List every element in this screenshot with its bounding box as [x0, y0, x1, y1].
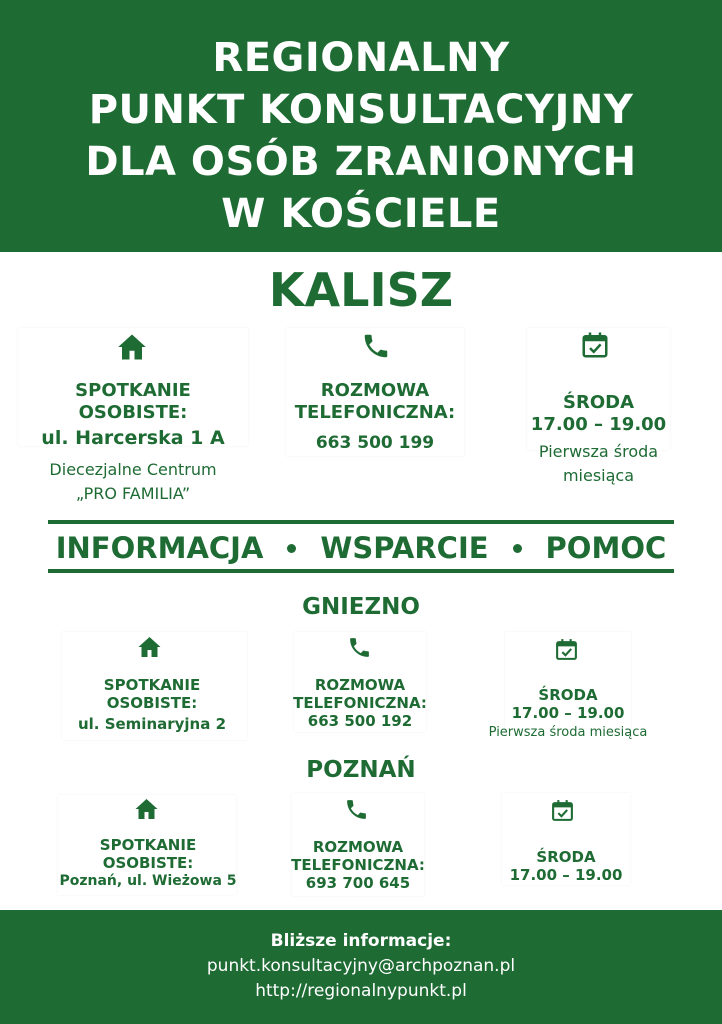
poznan-meeting-label-2: OSOBISTE: [102, 854, 194, 872]
kalisz-meeting-note-1: Diecezjalne Centrum [49, 460, 217, 479]
kalisz-phone-label-1: ROZMOWA [320, 380, 430, 401]
header-title-line-1: REGIONALNY [212, 35, 510, 81]
gniezno-meeting-label-1: SPOTKANIE [103, 676, 201, 694]
footer-banner [0, 910, 722, 1024]
home-icon [134, 797, 159, 821]
gniezno-phone-label-1: ROZMOWA [314, 676, 406, 694]
gniezno-phone-number: 663 500 192 [307, 712, 413, 730]
footer-email-link[interactable]: punkt.konsultacyjny@archpoznan.pl [206, 956, 516, 976]
poznan-phone-label-2: TELEFONICZNA: [291, 856, 425, 874]
city-title-kalisz: KALISZ [268, 263, 454, 317]
bullet-dot [287, 544, 296, 553]
kalisz-schedule-note-1: Pierwsza środa [538, 442, 659, 461]
poznan-schedule-day: ŚRODA [536, 848, 596, 866]
gniezno-schedule-hours: 17.00 – 19.00 [511, 704, 625, 722]
slogan [48, 528, 674, 568]
kalisz-schedule-note-2: miesiąca [562, 466, 635, 485]
gniezno-phone-label-2: TELEFONICZNA: [293, 694, 427, 712]
gniezno-meeting-address: ul. Seminaryjna 2 [77, 715, 227, 733]
city-title-poznan: POZNAŃ [306, 757, 416, 783]
footer-title: Bliższe informacje: [270, 931, 452, 951]
slogan-word-2: WSPARCIE [320, 531, 489, 565]
kalisz-meeting-address: ul. Harcerska 1 A [41, 427, 225, 449]
poznan-phone-number: 693 700 645 [305, 874, 411, 892]
poznan-schedule-hours: 17.00 – 19.00 [509, 866, 623, 884]
calendar-icon [554, 637, 579, 662]
header-title-line-2: PUNKT KONSULTACYJNY [88, 87, 634, 133]
footer-url-link[interactable]: http://regionalnypunkt.pl [255, 981, 467, 1001]
calendar-icon [580, 330, 610, 360]
header-title-line-4: W KOŚCIELE [221, 191, 501, 237]
phone-icon [361, 331, 391, 361]
gniezno-meeting-label-2: OSOBISTE: [106, 694, 198, 712]
kalisz-meeting-label-1: SPOTKANIE [75, 380, 191, 401]
poznan-meeting-address: Poznań, ul. Wieżowa 5 [59, 873, 237, 889]
phone-icon [344, 797, 369, 822]
kalisz-schedule-hours: 17.00 – 19.00 [530, 414, 667, 435]
calendar-icon [550, 798, 575, 823]
gniezno-schedule-day: ŚRODA [538, 686, 598, 704]
home-icon [116, 332, 148, 362]
bullet-dot [513, 544, 522, 553]
poznan-phone-label-1: ROZMOWA [312, 838, 404, 856]
kalisz-phone-number: 663 500 199 [315, 433, 435, 453]
gniezno-schedule-note: Pierwsza środa miesiąca [488, 725, 648, 740]
slogan-word-1: INFORMACJA [55, 531, 264, 565]
home-icon [137, 635, 162, 659]
slogan-word-3: POMOC [545, 531, 667, 565]
header-title-line-3: DLA OSÓB ZRANIONYCH [85, 139, 637, 185]
city-title-gniezno: GNIEZNO [302, 594, 420, 620]
phone-icon [347, 635, 372, 660]
header-banner [0, 0, 722, 252]
divider-bottom [48, 569, 674, 573]
kalisz-phone-label-2: TELEFONICZNA: [294, 402, 456, 423]
poznan-meeting-label-1: SPOTKANIE [99, 836, 197, 854]
kalisz-meeting-label-2: OSOBISTE: [78, 402, 188, 423]
kalisz-schedule-day: ŚRODA [563, 392, 634, 413]
kalisz-meeting-note-2: „PRO FAMILIA” [75, 484, 191, 503]
divider-top [48, 520, 674, 524]
